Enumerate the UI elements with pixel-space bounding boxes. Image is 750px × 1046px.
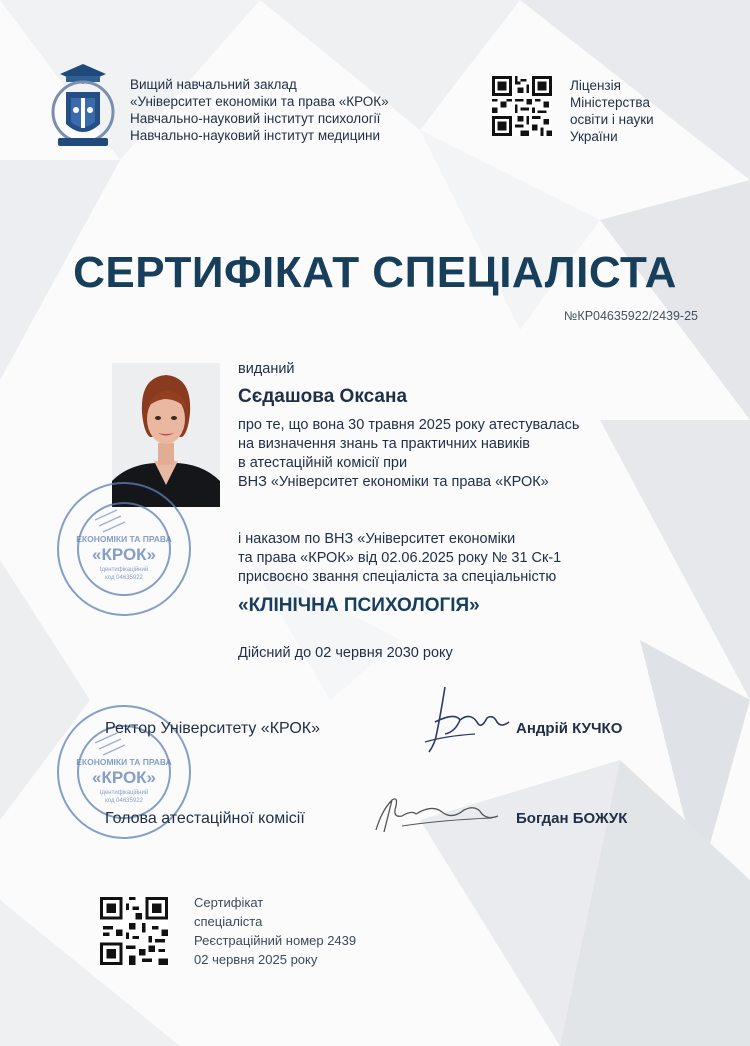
- stamp2-inner-3: Ідентифікаційний: [99, 790, 149, 796]
- license-qr-code[interactable]: [492, 76, 552, 136]
- institution-line-4: Навчально-науковий інститут медицини: [130, 128, 380, 143]
- license-line-4: України: [570, 129, 618, 144]
- commission-head-role: Голова атестаційної комісії: [105, 810, 305, 827]
- institution-line-2: «Університет економіки та права «КРОК»: [130, 94, 389, 109]
- holder-name: Сєдашова Оксана: [238, 386, 408, 407]
- attestation-line-4: ВНЗ «Університет економіки та права «КРОК»: [238, 474, 549, 490]
- institution-block: [130, 76, 389, 144]
- rector-name: Андрій КУЧКО: [516, 720, 623, 737]
- stamp2-inner-1: ЕКОНОМІКИ ТА ПРАВА: [76, 757, 172, 767]
- license-line-2: Міністерства: [570, 95, 650, 110]
- rector-signature: [415, 682, 515, 762]
- stamp2-inner-4: код 04635922: [105, 798, 143, 804]
- license-line-1: Ліцензія: [570, 78, 621, 93]
- order-line-3: присвоєно звання спеціаліста за спеціальністю: [238, 569, 557, 585]
- footer-line-4: 02 червня 2025 року: [194, 952, 318, 967]
- valid-until: Дійсний до 02 червня 2030 року: [238, 645, 453, 661]
- institution-line-1: Вищий навчальний заклад: [130, 77, 297, 92]
- specialty-name: «КЛІНІЧНА ПСИХОЛОГІЯ»: [238, 595, 480, 616]
- attestation-line-2: на визначення знань та практичних навиків: [238, 436, 531, 452]
- stamp-inner-4: код 04635922: [105, 575, 143, 581]
- license-line-3: освіти і науки: [570, 112, 654, 127]
- order-line-1: і наказом по ВНЗ «Університет економіки: [238, 531, 516, 547]
- commission-head-signature: [372, 790, 502, 838]
- official-stamp: [55, 480, 193, 618]
- footer-line-2: спеціаліста: [194, 914, 263, 929]
- stamp-inner-1: ЕКОНОМІКИ ТА ПРАВА: [76, 534, 172, 544]
- order-paragraph: [238, 530, 561, 587]
- attestation-line-3: в атестаційній комісії при: [238, 455, 408, 471]
- rector-role: Ректор Університету «КРОК»: [105, 720, 320, 737]
- attestation-line-1: про те, що вона 30 травня 2025 року атестувалась: [238, 417, 580, 433]
- stamp2-inner-2: «КРОК»: [92, 768, 156, 787]
- footer-line-1: Сертифікат: [194, 895, 264, 910]
- footer-block: [194, 893, 356, 969]
- stamp-inner-3: Ідентифікаційний: [99, 567, 149, 573]
- issued-label: виданий: [238, 361, 295, 377]
- certificate-number: №КР04635922/2439-25: [564, 309, 698, 323]
- order-line-2: та права «КРОК» від 02.06.2025 року № 31 Ск-1: [238, 550, 562, 566]
- footer-line-3: Реєстраційний номер 2439: [194, 933, 357, 948]
- institution-line-3: Навчально-науковий інститут психології: [130, 111, 381, 126]
- certificate-qr-code[interactable]: [100, 897, 168, 965]
- stamp-inner-2: «КРОК»: [92, 545, 156, 564]
- university-logo: [46, 62, 120, 152]
- attestation-paragraph: [238, 416, 579, 492]
- license-block: [570, 77, 654, 145]
- certificate-title: СЕРТИФІКАТ СПЕЦІАЛІСТА: [73, 248, 677, 297]
- commission-head-name: Богдан БОЖУК: [516, 810, 628, 827]
